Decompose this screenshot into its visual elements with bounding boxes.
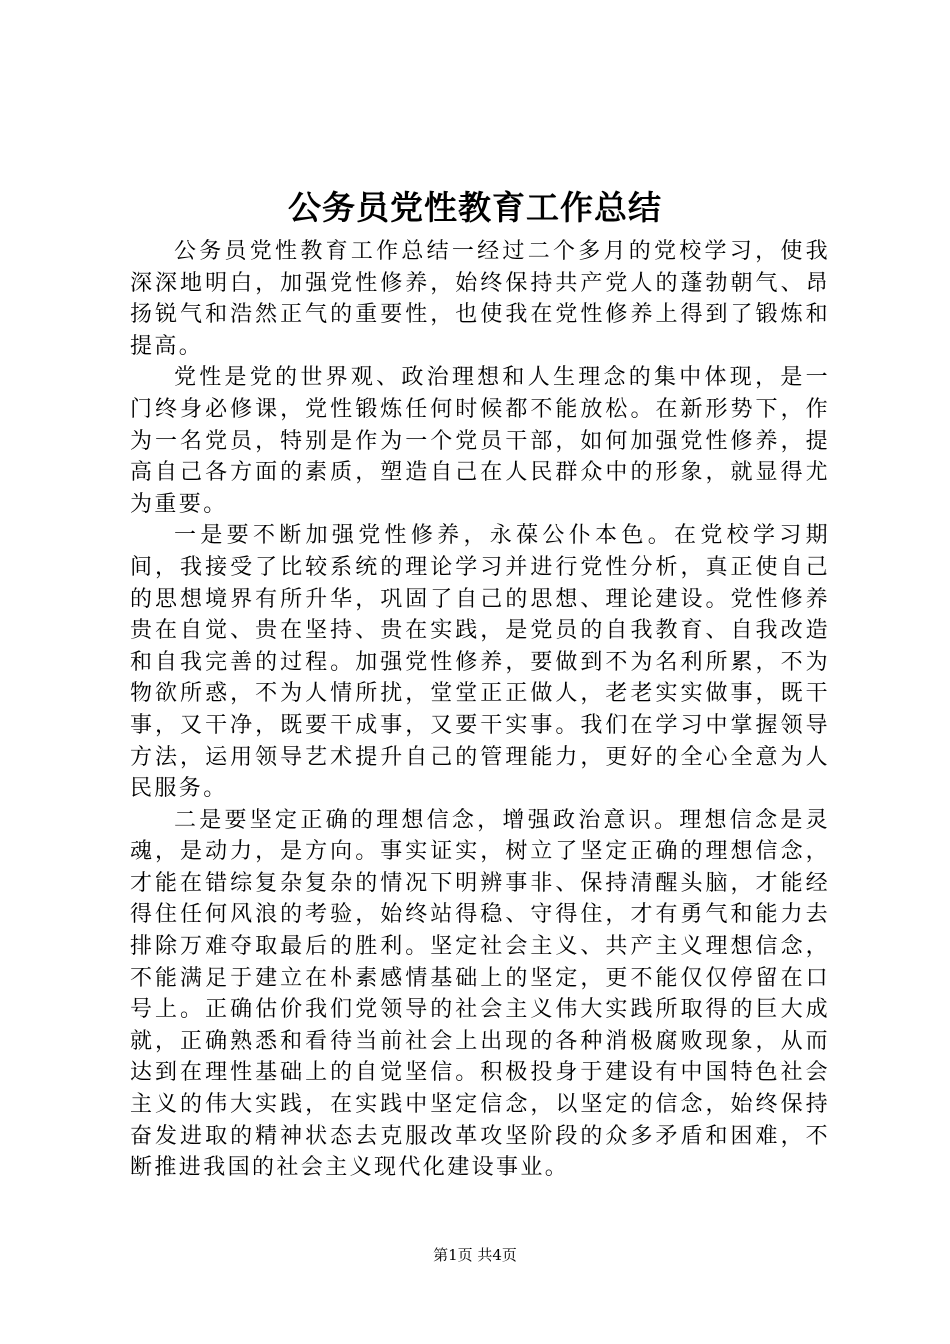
document-body <box>130 236 830 1184</box>
paragraph-4: 二是要坚定正确的理想信念，增强政治意识。理想信念是灵魂，是动力，是方向。事实证实，树立了坚定正确的理想信念，才能在错综复杂复杂的情况下明辨事非、保持清醒头脑，才能经得住任何风浪的考验，始终站得稳、守得住，才有勇气和能力去排除万难夺取最后的胜利。坚定社会主义、共产主义理想信念，不能满足于建立在朴素感情基础上的坚定，更不能仅仅停留在口号上。正确估价我们党领导的社会主义伟大实践所取得的巨大成就，正确熟悉和看待当前社会上出现的各种消极腐败现象，从而达到在理性基础上的自觉坚信。积极投身于建设有中国特色社会主义的伟大实践，在实践中坚定信念，以坚定的信念，始终保持奋发进取的精神状态去克服改革攻坚阶段的众多矛盾和困难，不断推进我国的社会主义现代化建设事业。 <box>130 807 830 1181</box>
paragraph-2: 党性是党的世界观、政治理想和人生理念的集中体现，是一门终身必修课，党性锻炼任何时候都不能放松。在新形势下，作为一名党员，特别是作为一个党员干部，如何加强党性修养，提高自己各方面的素质，塑造自己在人民群众中的形象，就显得尤为重要。 <box>130 365 830 517</box>
paragraph-1: 公务员党性教育工作总结一经过二个多月的党校学习，使我深深地明白，加强党性修养，始终保持共产党人的蓬勃朝气、昂扬锐气和浩然正气的重要性，也使我在党性修养上得到了锻炼和提高。 <box>130 239 830 359</box>
page-footer: 第1页 共4页 <box>433 1246 517 1264</box>
document-title: 公务员党性教育工作总结 <box>288 188 662 227</box>
paragraph-3: 一是要不断加强党性修养，永葆公仆本色。在党校学习期间，我接受了比较系统的理论学习并进行党性分析，真正使自己的思想境界有所升华，巩固了自己的思想、理论建设。党性修养贵在自觉、贵在坚持、贵在实践，是党员的自我教育、自我改造和自我完善的过程。加强党性修养，要做到不为名利所累，不为物欲所惑，不为人情所扰，堂堂正正做人，老老实实做事，既干事，又干净，既要干成事，又要干实事。我们在学习中掌握领导方法，运用领导艺术提升自己的管理能力，更好的全心全意为人民服务。 <box>130 523 830 802</box>
